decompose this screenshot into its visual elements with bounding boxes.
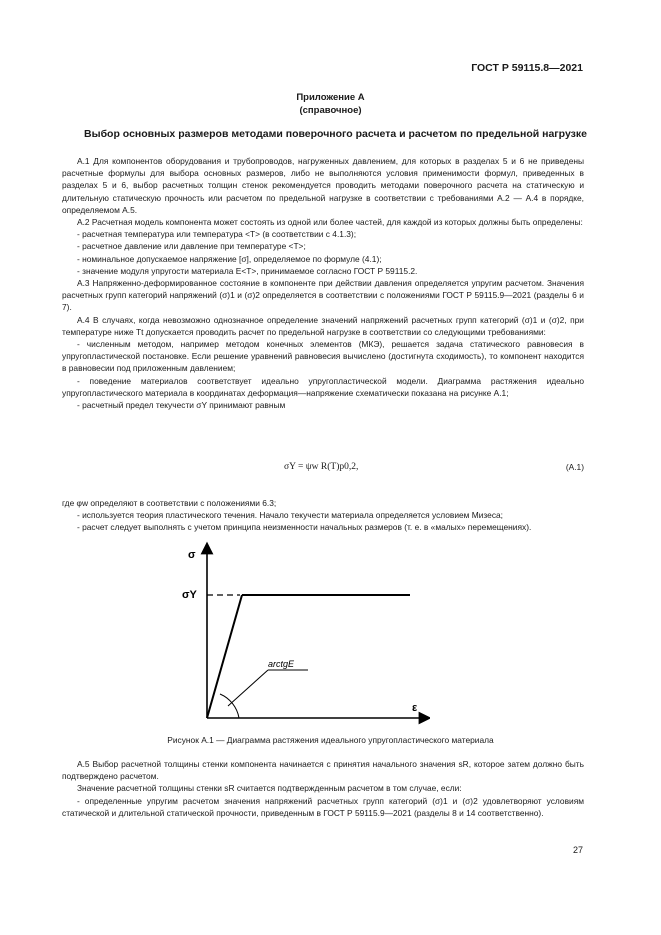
- list-item: - номинальное допускаемое напряжение [σ], определяемое по формуле (4.1);: [77, 253, 382, 264]
- body-text-mid: [62, 497, 584, 534]
- paragraph-a5: А.5 Выбор расчетной толщины стенки компонента начинается с принятия начального значения sR, которое затем должно быть подтверждено расчетом.: [62, 759, 584, 782]
- annex-subtitle: (справочное): [299, 105, 362, 116]
- paragraph-a2: А.2 Расчетная модель компонента может состоять из одной или более частей, для каждой из которых должны быть определены:: [77, 217, 583, 228]
- figure-caption: Рисунок А.1 — Диаграмма растяжения идеального упругопластического материала: [167, 735, 494, 745]
- annex-title: Приложение А: [296, 92, 365, 103]
- yield-label: σY: [182, 589, 197, 601]
- paragraph-a4: А.4 В случаях, когда невозможно однозначное определение значений напряжений расчетных групп категорий (σ)1 и (σ)2, при температуре ниже Tt допускается проводить расчет по предельной нагрузке в соответствии со следующими требованиями:: [62, 314, 584, 337]
- standard-number: ГОСТ Р 59115.8—2021: [471, 62, 583, 74]
- section-title: Выбор основных размеров методами поверочного расчета и расчетом по предельной нагрузке: [84, 128, 587, 140]
- list-item: - расчетное давление или давление при температуре <T>;: [77, 241, 306, 252]
- slope-label: arctgE: [268, 659, 295, 669]
- list-item: - используется теория пластического течения. Начало текучести материала определяется условием Мизеса;: [77, 510, 503, 521]
- annex-heading: [0, 91, 661, 117]
- paragraph-a3: А.3 Напряженно-деформированное состояние в компоненте при действии давления определяется упругим расчетом. Значения расчетных групп категорий напряжений (σ)1 и (σ)2 определяется в соответствии с положениями ГОСТ Р 59115.9—2021 (разделы 6 и 7).: [62, 278, 584, 313]
- list-item: - поведение материалов соответствует идеально упругопластической модели. Диаграмма растяжения идеально упругопластического материала в координатах деформация—напряжение схематически показана на рисунке А.1;: [62, 375, 584, 398]
- list-item: - расчетный предел текучести σY принимают равным: [77, 400, 286, 411]
- body-text-top: [62, 155, 584, 411]
- angle-arc: [220, 694, 239, 718]
- stress-strain-diagram: [180, 538, 430, 728]
- body-text-bottom: [62, 758, 584, 819]
- formula-a1: [62, 462, 584, 478]
- page-number: 27: [572, 845, 583, 855]
- paragraph-a1: А.1 Для компонентов оборудования и трубопроводов, нагруженных давлением, для которых в разделах 5 и 6 не приведены расчетные формулы для выбора основных размеров, либо не выполняются условия применимости формул, приведенных в разделах 5 и 6, выбор расчетных толщин стенок рекомендуется проводить методами поверочного расчета на статическую и длительную статическую прочность или расчетом по предельной нагрузке в соответствии с требованиями А.2 — А.4 в порядке, определяемом А.5.: [62, 156, 584, 215]
- elastic-line: [207, 595, 242, 718]
- leader-line: [228, 670, 268, 706]
- list-item: - определенные упругим расчетом значения напряжений расчетных групп категорий (σ)1 и (σ)2 удовлетворяют условиям статической и длительной статической прочности, приведенным в ГОСТ Р 59115.9—2021 (разделы 8 и 14 соответственно).: [62, 795, 584, 818]
- list-item: - значение модуля упругости материала E<T>, принимаемое согласно ГОСТ Р 59115.2.: [77, 265, 418, 276]
- y-axis-label: σ: [188, 549, 196, 561]
- paragraph: Значение расчетной толщины стенки sR считается подтвержденным расчетом в том случае, если:: [77, 783, 462, 794]
- list-item: - расчет следует выполнять с учетом принципа неизменности начальных размеров (т. е. в «малых» перемещениях).: [77, 522, 532, 533]
- x-axis-label: ε: [412, 702, 418, 714]
- paragraph-where: где φw определяют в соответствии с положениями 6.3;: [62, 498, 277, 508]
- formula-number: (А.1): [565, 462, 584, 472]
- formula-expression: σY = ψw R(T)p0,2,: [284, 462, 359, 472]
- list-item: - численным методом, например методом конечных элементов (МКЭ), решается задача статического равновесия в упругопластической постановке. Если решение уравнений равновесия вычислено (достигнута сходимость), то компонент находится в равновесии под приложенным давлением;: [62, 339, 584, 374]
- list-item: - расчетная температура или температура <T> (в соответствии с 4.1.3);: [77, 229, 357, 240]
